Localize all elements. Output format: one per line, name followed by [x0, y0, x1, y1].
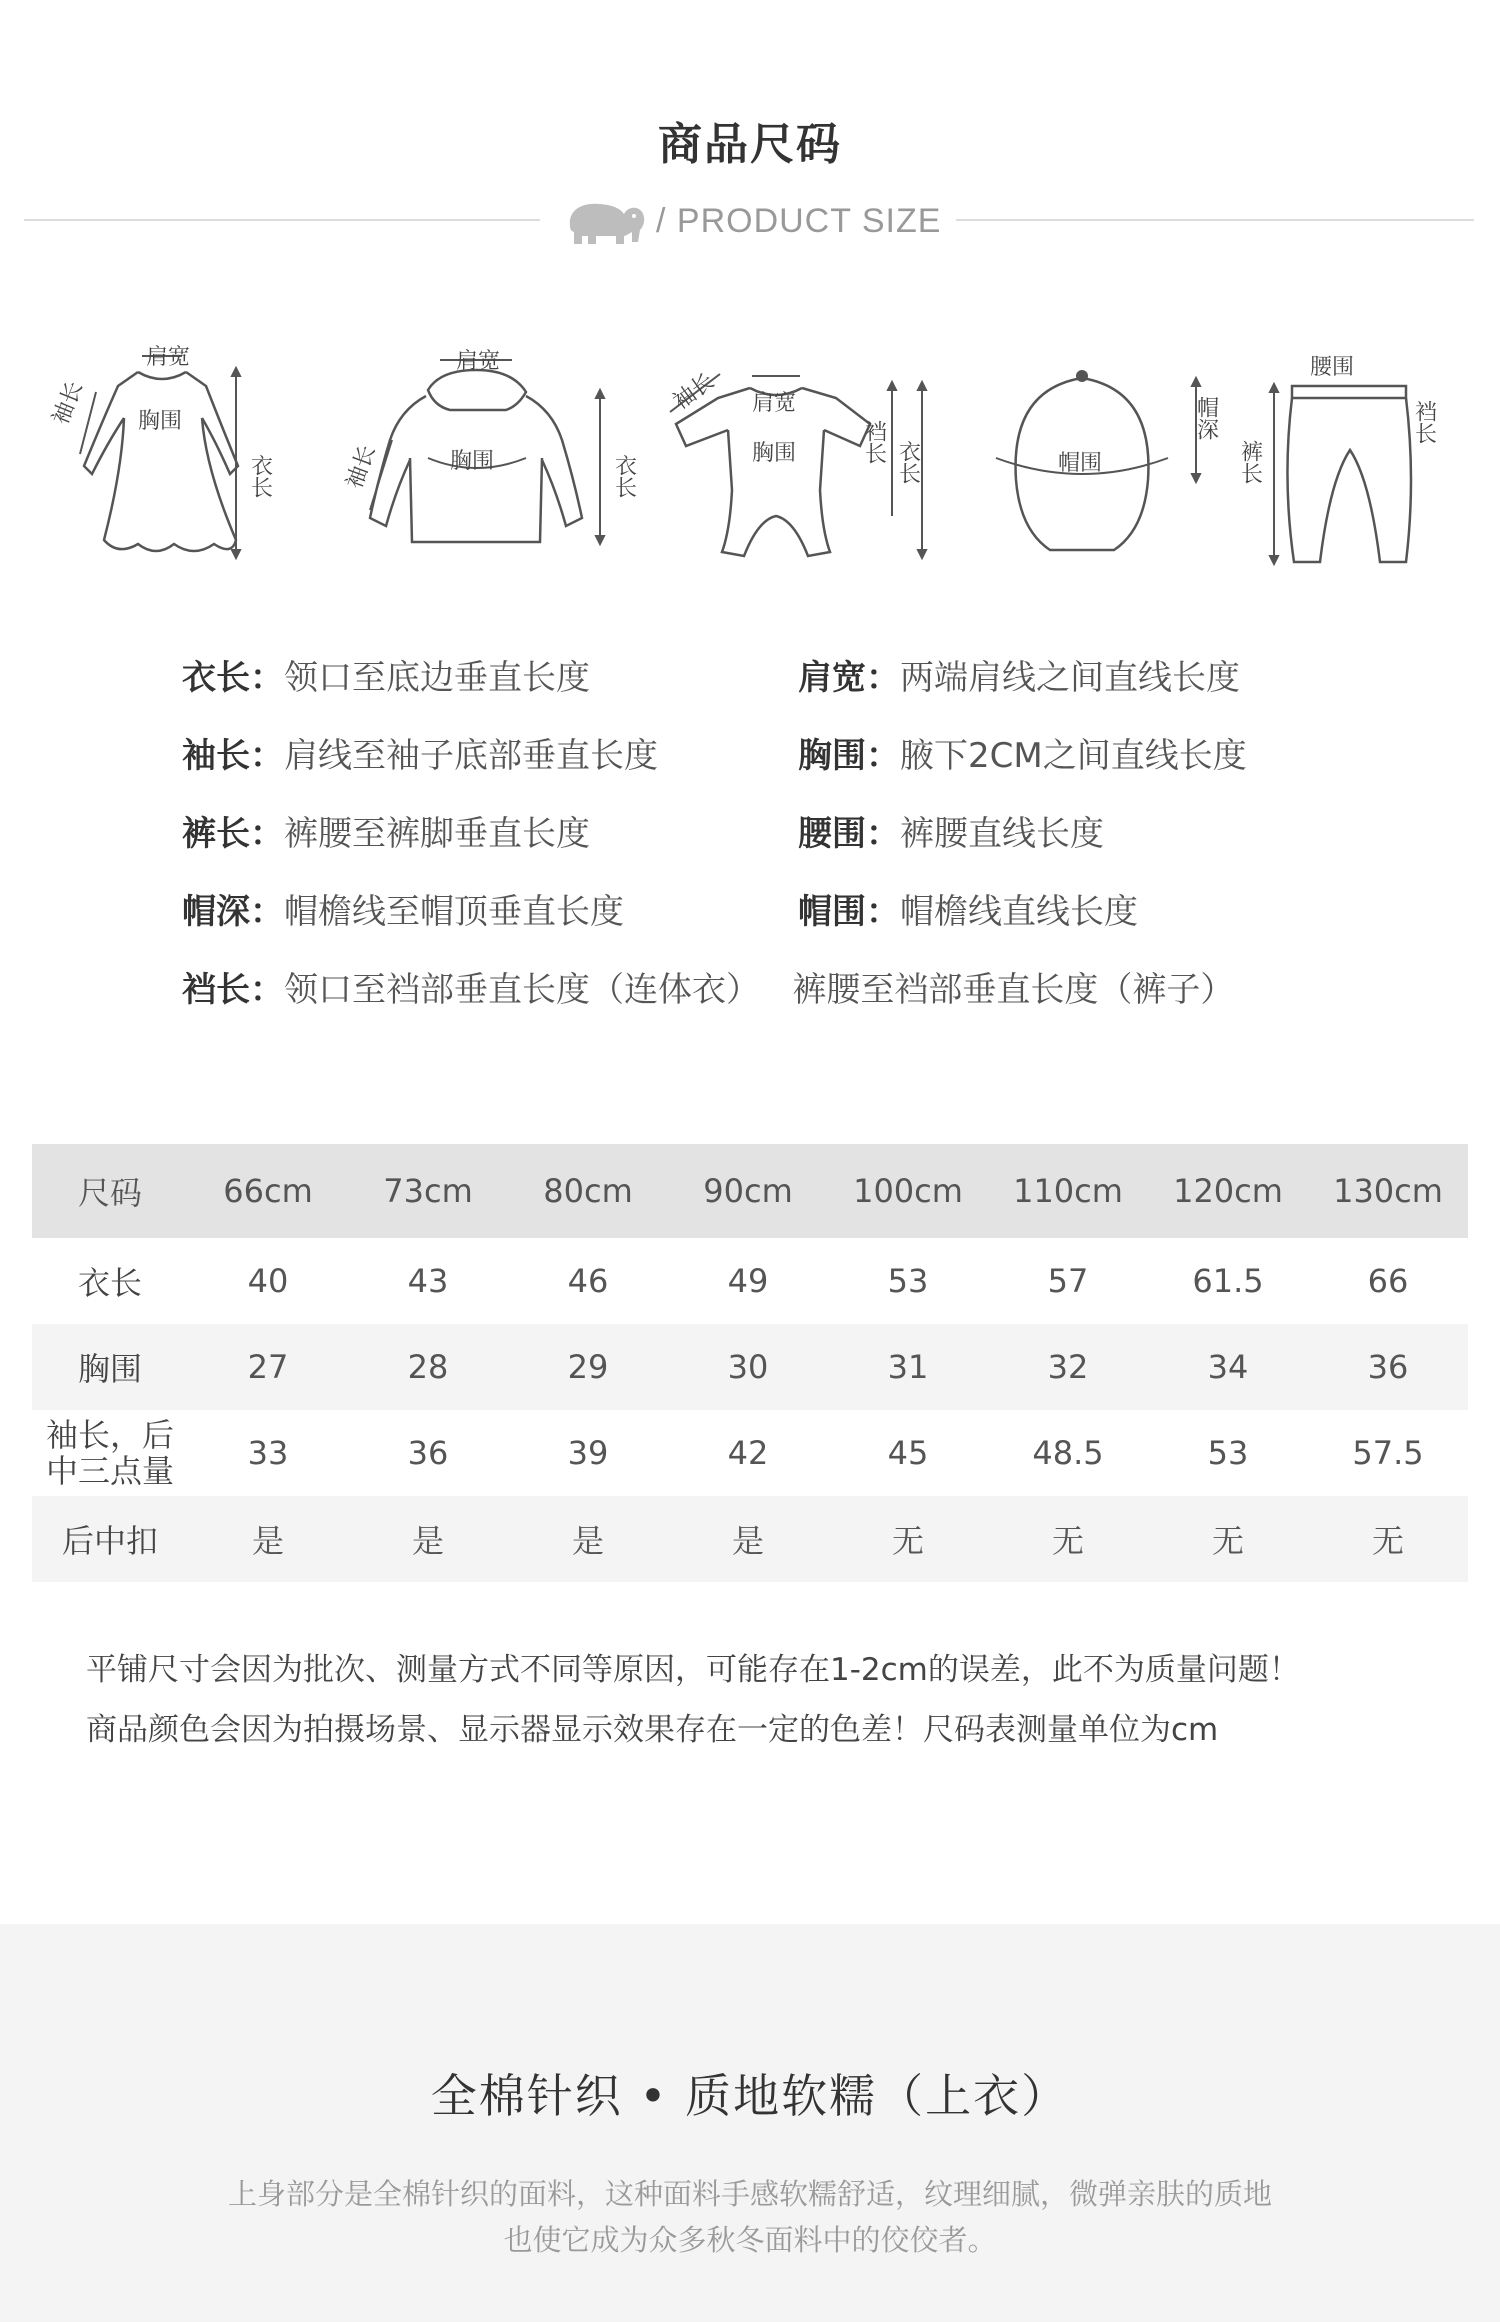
table-cell: 57.5 [1352, 1434, 1424, 1472]
size-table-header [32, 1144, 1468, 1238]
definition-length: 衣长：领口至底边垂直长度 [182, 658, 590, 698]
pants-crotch-label: 裆长 [1411, 400, 1437, 444]
table-row [32, 1410, 1468, 1496]
dress-shoulder-label: 肩宽 [146, 345, 191, 370]
cap-depth-label: 帽深 [1193, 396, 1219, 440]
note-measurement-error: 平铺尺寸会因为批次、测量方式不同等原因，可能存在1-2cm的误差，此不为质量问题！ [86, 1652, 1300, 1688]
cap-circumference-label: 帽围 [1058, 451, 1103, 476]
size-header: 73cm [383, 1172, 473, 1210]
row-label: 衣长 [77, 1264, 142, 1302]
hoodie-sleeve-label: 袖长 [342, 442, 381, 493]
page-title: 商品尺码 [658, 119, 842, 170]
romper-shoulder-label: 肩宽 [752, 391, 797, 416]
table-cell: 无 [891, 1522, 924, 1560]
table-cell: 27 [247, 1348, 289, 1386]
table-cell: 40 [247, 1262, 289, 1300]
definition-pants-length: 裤长：裤腰至裤脚垂直长度 [182, 814, 590, 854]
dress-length-label: 衣长 [247, 454, 273, 498]
cap-diagram [970, 330, 1230, 580]
table-cell: 36 [1367, 1348, 1409, 1386]
divider-left [24, 219, 540, 221]
measurement-diagrams [40, 330, 1460, 580]
size-header: 90cm [703, 1172, 793, 1210]
row-label: 后中扣 [61, 1522, 158, 1560]
table-cell: 29 [567, 1348, 609, 1386]
fabric-title: 全棉针织 • 质地软糯（上衣） [430, 2069, 1070, 2123]
definition-chest: 胸围：腋下2CM之间直线长度 [798, 736, 1247, 776]
romper-length-label: 衣长 [895, 440, 921, 484]
table-cell: 45 [887, 1434, 929, 1472]
fabric-description-line2: 也使它成为众多秋冬面料中的佼佼者。 [503, 2223, 997, 2257]
size-header: 120cm [1173, 1172, 1283, 1210]
table-cell: 无 [1211, 1522, 1244, 1560]
table-cell: 31 [887, 1348, 929, 1386]
romper-diagram [660, 330, 950, 580]
table-cell: 32 [1047, 1348, 1089, 1386]
table-cell: 是 [411, 1522, 444, 1560]
romper-chest-label: 胸围 [752, 441, 797, 466]
pants-length-label: 裤长 [1237, 440, 1263, 484]
definition-waist: 腰围：裤腰直线长度 [798, 814, 1104, 854]
romper-crotch-label: 裆长 [861, 420, 887, 464]
table-cell: 33 [247, 1434, 289, 1472]
table-cell: 是 [571, 1522, 604, 1560]
table-cell: 36 [407, 1434, 449, 1472]
note-color-difference: 商品颜色会因为拍摄场景、显示器显示效果存在一定的色差！尺码表测量单位为cm [86, 1712, 1219, 1748]
table-cell: 46 [567, 1262, 609, 1300]
table-cell: 是 [251, 1522, 284, 1560]
table-cell: 48.5 [1032, 1434, 1104, 1472]
table-cell: 34 [1207, 1348, 1249, 1386]
size-header: 110cm [1013, 1172, 1123, 1210]
table-cell: 30 [727, 1348, 769, 1386]
table-cell: 28 [407, 1348, 449, 1386]
table-cell: 42 [727, 1434, 769, 1472]
table-cell: 61.5 [1192, 1262, 1264, 1300]
table-cell: 39 [567, 1434, 609, 1472]
table-cell: 是 [731, 1522, 764, 1560]
table-cell: 49 [727, 1262, 769, 1300]
table-cell: 57 [1047, 1262, 1089, 1300]
size-header-label: 尺码 [77, 1174, 142, 1212]
size-header: 130cm [1333, 1172, 1443, 1210]
elephant-icon [562, 196, 648, 248]
pants-diagram [1237, 330, 1460, 580]
table-row [32, 1238, 1468, 1324]
size-header: 80cm [543, 1172, 633, 1210]
row-label: 袖长，后 中三点量 [45, 1416, 174, 1490]
size-header: 100cm [853, 1172, 963, 1210]
dress-sleeve-label: 袖长 [48, 378, 89, 429]
definition-cap-circumference: 帽围：帽檐线直线长度 [798, 892, 1138, 932]
table-row [32, 1324, 1468, 1410]
table-cell: 无 [1371, 1522, 1404, 1560]
definition-cap-depth: 帽深：帽檐线至帽顶垂直长度 [182, 892, 624, 932]
romper-sleeve-label: 袖长 [668, 368, 720, 415]
dress-chest-label: 胸围 [138, 409, 183, 434]
table-cell: 53 [1207, 1434, 1249, 1472]
size-header: 66cm [223, 1172, 313, 1210]
hoodie-shoulder-label: 肩宽 [456, 349, 501, 374]
table-cell: 66 [1367, 1262, 1409, 1300]
size-table [32, 1144, 1468, 1582]
divider-right [956, 219, 1474, 221]
dress-diagram [48, 330, 306, 580]
definition-shoulder: 肩宽：两端肩线之间直线长度 [798, 658, 1240, 698]
table-row [32, 1496, 1468, 1582]
definition-sleeve: 袖长：肩线至袖子底部垂直长度 [182, 736, 658, 776]
table-cell: 43 [407, 1262, 449, 1300]
table-cell: 无 [1051, 1522, 1084, 1560]
hoodie-length-label: 衣长 [611, 454, 637, 498]
fabric-description-line1: 上身部分是全棉针织的面料，这种面料手感软糯舒适，纹理细腻，微弹亲肤的质地 [227, 2177, 1272, 2211]
pants-waist-label: 腰围 [1310, 355, 1355, 380]
row-label: 胸围 [77, 1350, 142, 1388]
table-cell: 53 [887, 1262, 929, 1300]
hoodie-chest-label: 胸围 [450, 449, 495, 474]
definition-crotch: 裆长：领口至裆部垂直长度（连体衣） 裤腰至裆部垂直长度（裤子） [182, 970, 1235, 1010]
page-subtitle: / PRODUCT SIZE [656, 202, 942, 240]
hoodie-diagram [330, 330, 637, 580]
